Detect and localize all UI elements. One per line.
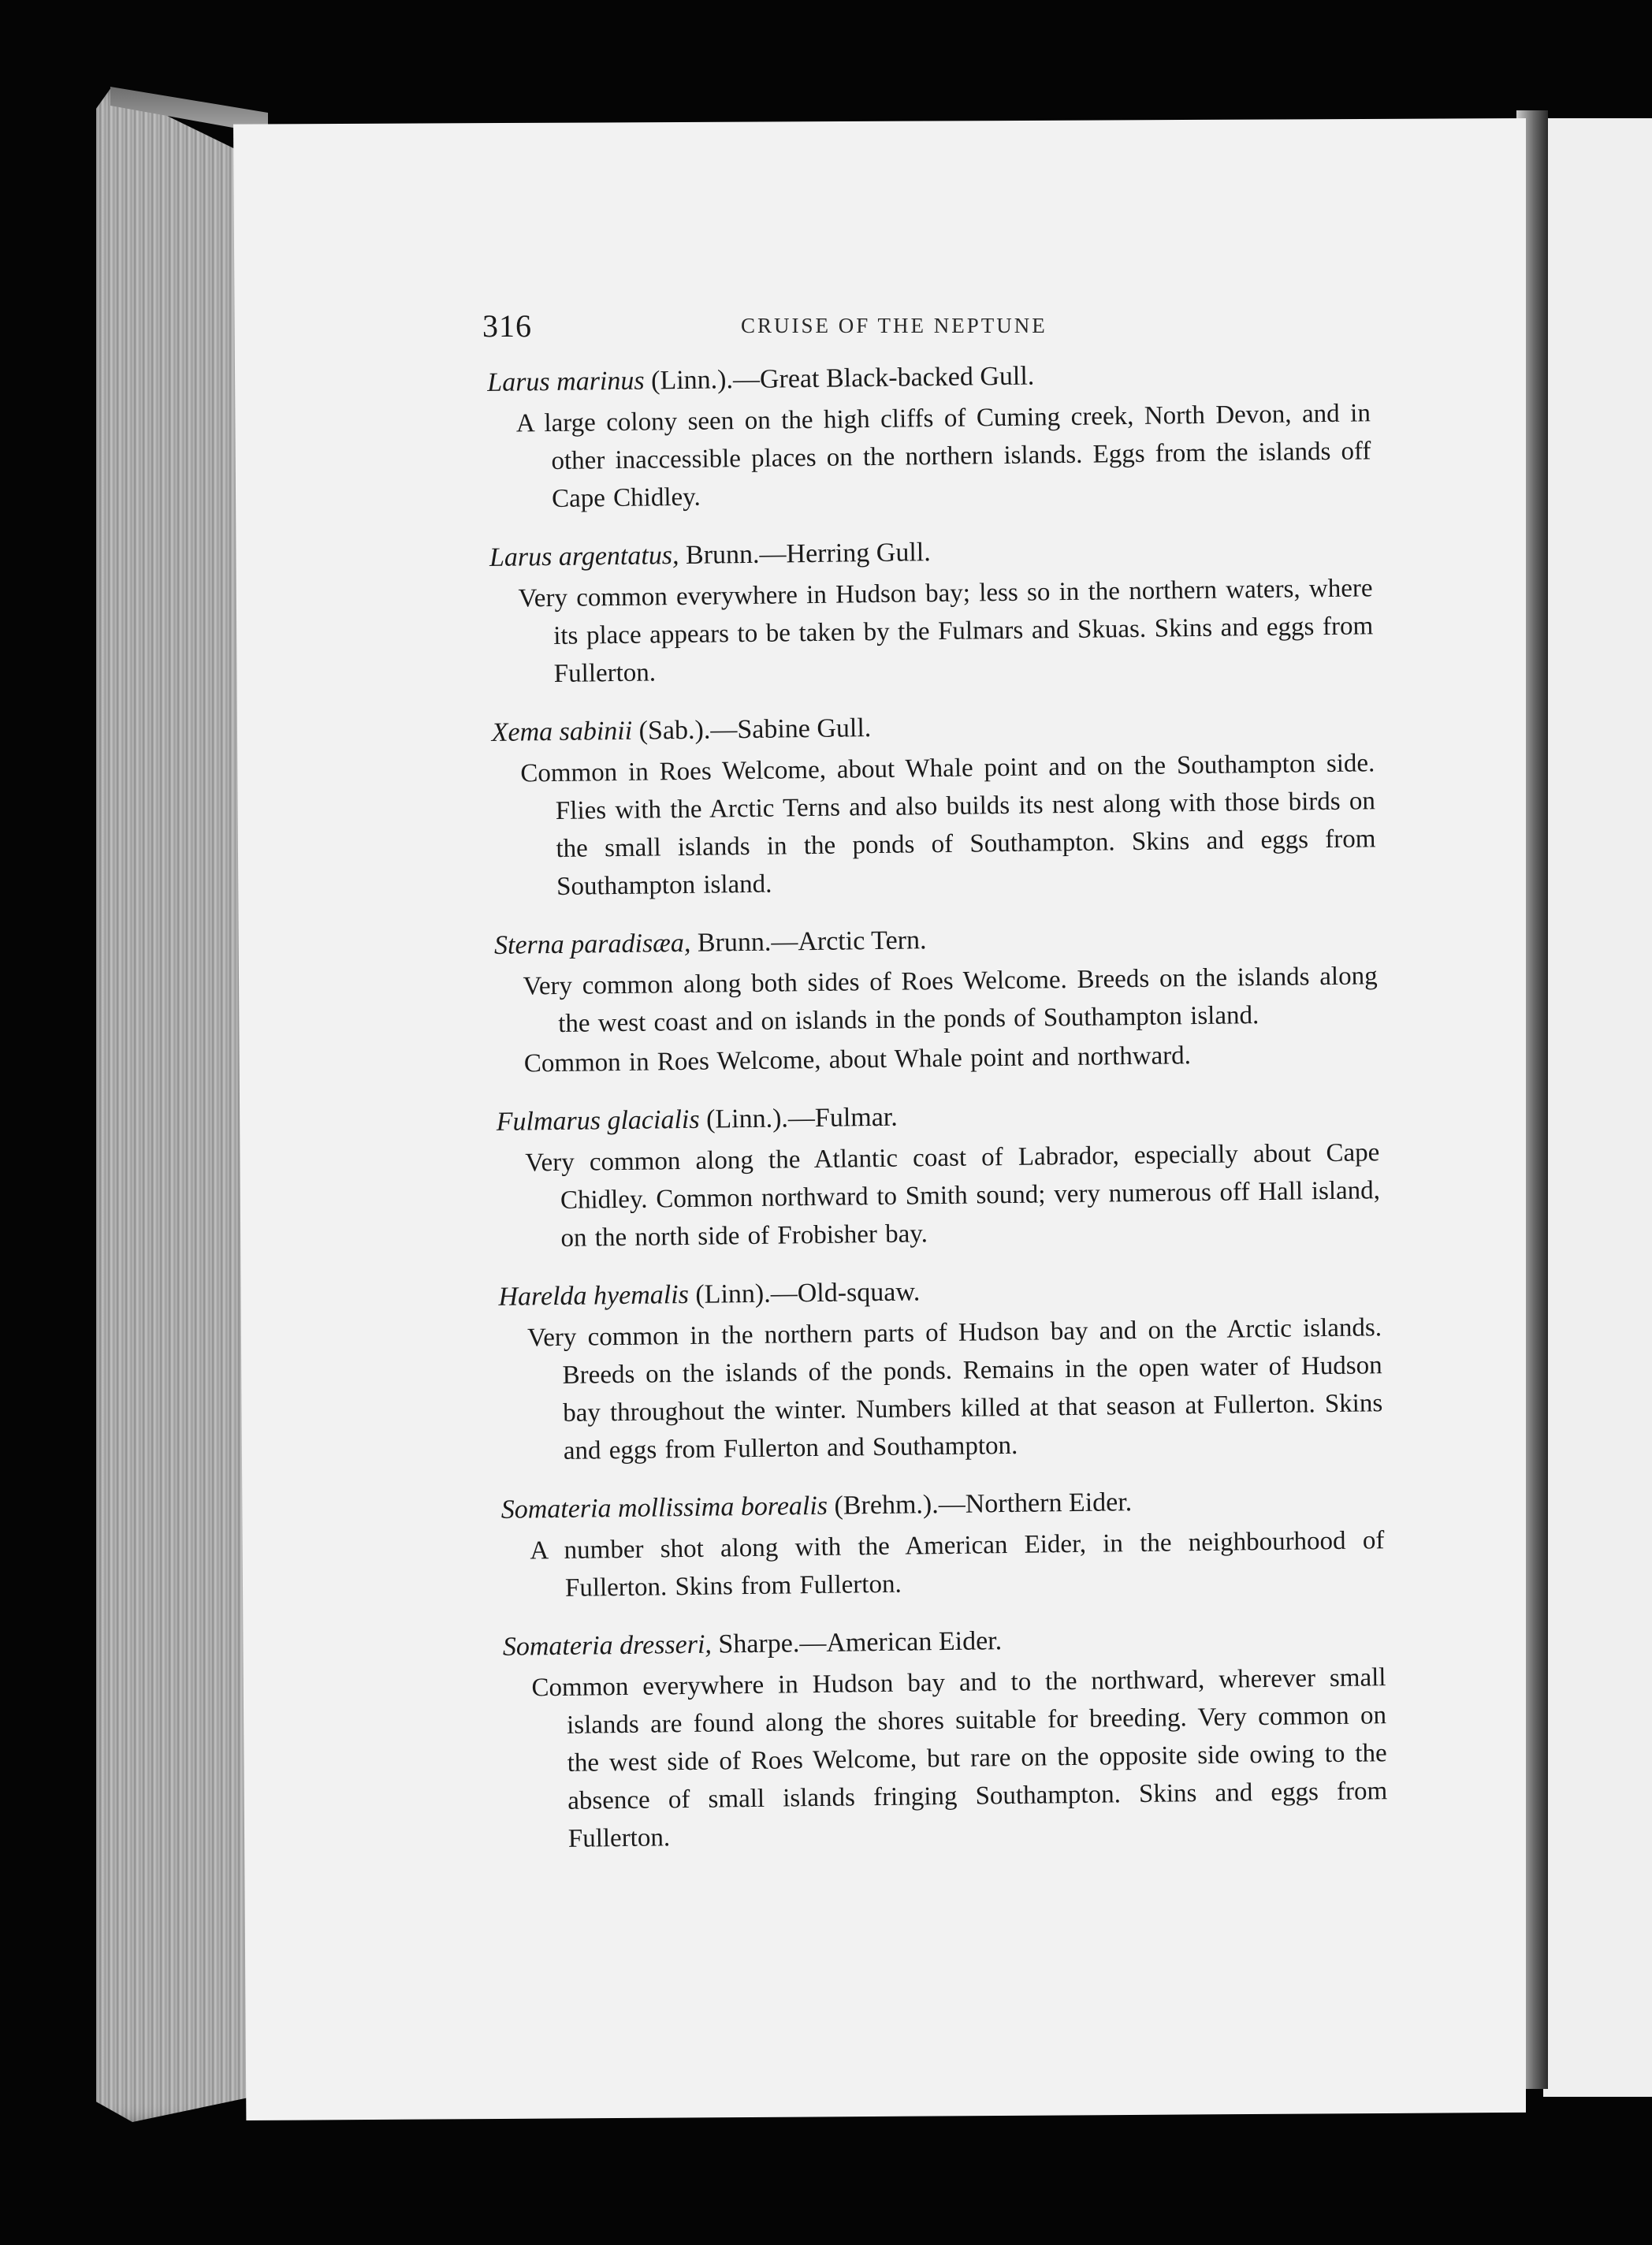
species-description: Common in Roes Welcome, about Whale point and on the Southampton side. Flies with the Arctic Terns and also builds its nest along with those birds on the small islands in the ponds of Southampton. Skins and eggs from Southampton island.: [520, 749, 1376, 901]
species-authority: (Linn.).—Great Black-backed Gull.: [644, 361, 1035, 396]
species-description: A number shot along with the American Eider, in the neighbourhood of Fullerton. Skins from Fullerton.: [530, 1526, 1385, 1603]
species-authority: Brunn.—Arctic Tern.: [690, 925, 927, 958]
species-heading: [491, 703, 1375, 752]
species-name: Somateria dresseri,: [502, 1629, 713, 1662]
running-title: CRUISE OF THE NEPTUNE: [741, 314, 1047, 337]
page-number: 316: [482, 308, 532, 344]
species-heading: [500, 1480, 1384, 1529]
species-heading: [496, 1093, 1379, 1141]
species-authority: (Sab.).—Sabine Gull.: [631, 713, 872, 746]
species-entry: [494, 916, 1379, 1083]
species-name: Sterna paradisæa,: [493, 928, 691, 960]
species-entry: [496, 1093, 1380, 1258]
species-description: A large colony seen on the high cliffs of Cuming creek, North Devon, and in other inaccessible places on the northern islands. Eggs from the islands off Cape Chidley.: [515, 399, 1371, 514]
facing-page: [1543, 118, 1652, 2097]
species-entry: [491, 703, 1376, 907]
species-entry: [503, 1618, 1388, 1859]
species-description: Common in Roes Welcome, about Whale point and northward.: [523, 1041, 1192, 1078]
species-name: Xema sabinii: [491, 716, 633, 747]
species-authority: (Brehm.).—Northern Eider.: [827, 1487, 1133, 1521]
species-authority: Brunn.—Herring Gull.: [679, 538, 931, 571]
species-name: Harelda hyemalis: [498, 1279, 690, 1312]
species-name: Fulmarus glacialis: [496, 1104, 700, 1137]
species-description: Very common along both sides of Roes Welcome. Breeds on the islands along the west coast and on islands in the ponds of Southampton island.: [523, 962, 1378, 1038]
species-description: Very common along the Atlantic coast of Labrador, especially about Cape Chidley. Common northward to Smith sound; very numerous off Hall island, on the north side of Frobisher bay.: [525, 1138, 1381, 1253]
species-description: Very common in the northern parts of Hudson bay and on the Arctic islands. Breeds on the islands of the ponds. Remains in the open water of Hudson bay throughout the winter. Numbers killed at that season at Fullerton. Skins and eggs from Fullerton and Southampton.: [526, 1313, 1383, 1465]
species-entries: [487, 353, 1388, 1879]
running-head: [482, 307, 1373, 355]
species-entry: [487, 353, 1371, 519]
species-heading: [503, 1618, 1386, 1666]
species-description: Very common everywhere in Hudson bay; less so in the northern waters, where its place appears to be taken by the Fulmars and Skuas. Skins and eggs from Fullerton.: [518, 574, 1374, 688]
species-name: Somateria mollissima borealis: [500, 1491, 828, 1525]
species-authority: (Linn).—Old-squaw.: [688, 1277, 921, 1309]
species-entry: [500, 1480, 1385, 1608]
species-authority: Sharpe.—American Eider.: [711, 1626, 1003, 1659]
species-entry: [489, 528, 1374, 694]
species-heading: [494, 916, 1378, 965]
species-entry: [498, 1268, 1383, 1471]
species-authority: (Linn.).—Fulmar.: [699, 1102, 898, 1134]
species-heading: [489, 528, 1373, 577]
species-name: Larus marinus: [487, 366, 645, 397]
species-description: Common everywhere in Hudson bay and to the northward, wherever small islands are found along the shores suitable for breeding. Very common on the west side of Roes Welcome, but rare on the opposite side owing to the absence of small islands fringing Southampton. Skins and eggs from Fullerton.: [531, 1663, 1388, 1853]
species-heading: [498, 1268, 1382, 1316]
species-name: Larus argentatus,: [489, 541, 679, 572]
